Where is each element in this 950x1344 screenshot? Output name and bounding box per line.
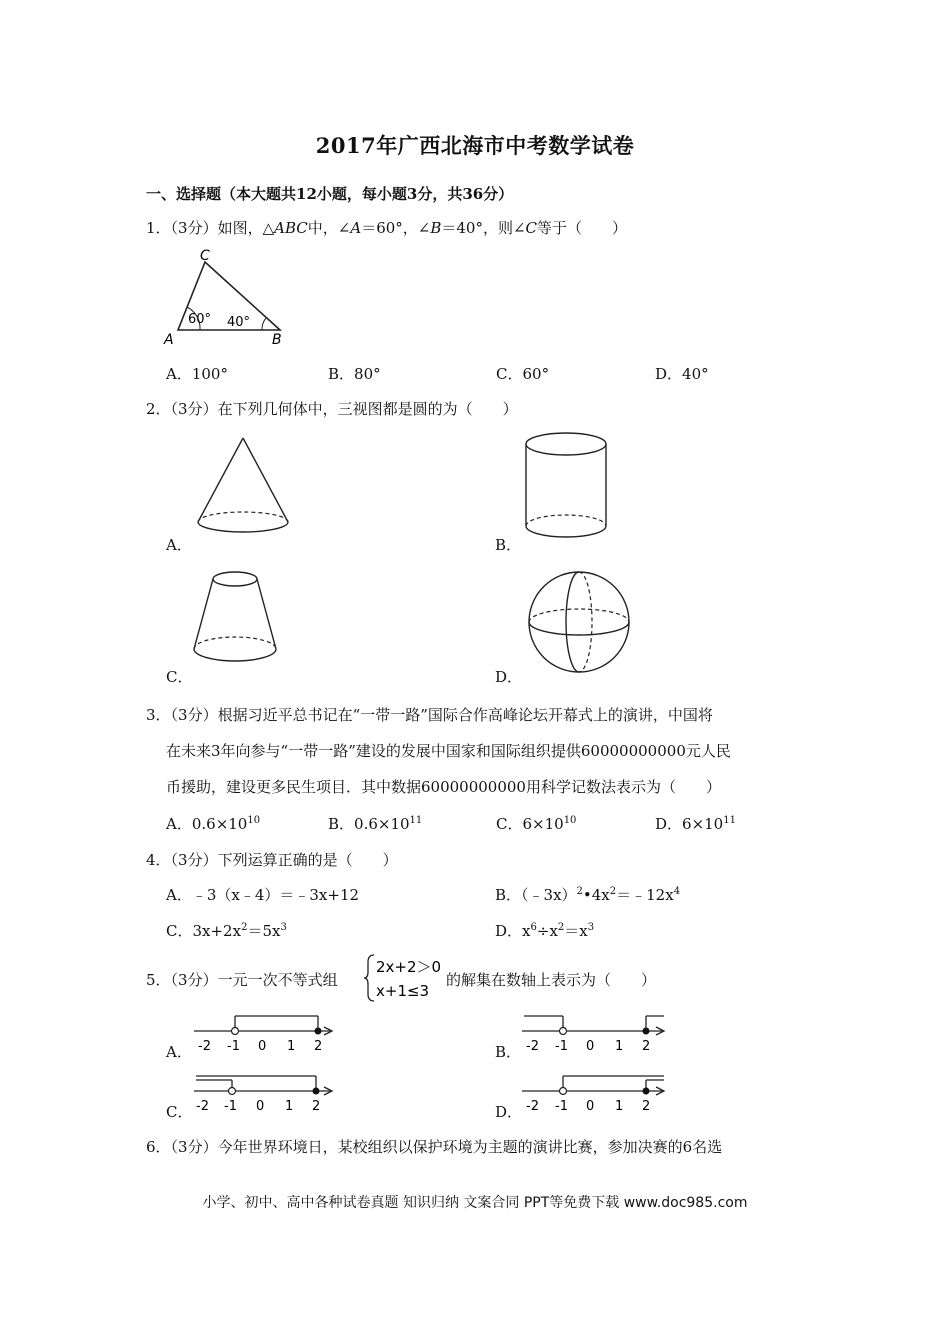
q2-option-c: C． — [166, 668, 193, 686]
angle-b-label: 40° — [227, 315, 251, 330]
q2-option-d: D． — [495, 668, 523, 686]
question-number: 1． — [146, 219, 171, 237]
q4-option-b: B．$(﹣3x)^2•4x^2=﹣12x^4$ — [495, 886, 681, 904]
q4-option-a: A．﹣3（x﹣4）＝﹣3x+12 — [166, 886, 360, 904]
question-number: 4． — [146, 851, 171, 869]
question-3-line-2: 在未来3年向参与“一带一路”建设的发展中国家和国际组织提供60000000000元人民 — [166, 742, 731, 760]
number-line-a — [190, 1012, 340, 1054]
question-number: 6． — [146, 1138, 171, 1156]
question-2: 2．（3分）在下列几何体中，三视图都是圆的为（ ） — [146, 400, 518, 418]
svg-text:1: 1 — [287, 1039, 296, 1054]
inequality-2: x+1≤3 — [376, 982, 430, 1000]
question-number: 2． — [146, 400, 171, 418]
q1-option-c: C．60° — [496, 365, 550, 383]
inequality-1: 2x+2＞0 — [376, 958, 442, 976]
triangle-figure — [160, 244, 300, 348]
question-score: （3分） — [170, 851, 218, 869]
angle-a-label: 60° — [188, 312, 212, 327]
q4-option-d: D．$x^6\div x^2=x^3$ — [495, 922, 595, 940]
question-5: 5．（3分）一元一次不等式组 — [146, 971, 338, 989]
svg-text:0: 0 — [586, 1039, 595, 1054]
svg-text:1: 1 — [615, 1099, 624, 1114]
q2-option-b: B． — [495, 536, 522, 554]
sphere-figure — [522, 568, 638, 678]
question-score: （3分） — [170, 971, 218, 989]
question-number: 5． — [146, 971, 171, 989]
q3-option-d: D．$6\times 10^{11}$ — [655, 815, 736, 833]
angle-b-arc — [262, 318, 266, 330]
question-5-tail: 的解集在数轴上表示为（ ） — [446, 971, 657, 989]
svg-text:-2: -2 — [196, 1099, 209, 1114]
vertex-c-label: C — [200, 248, 210, 264]
svg-text:-1: -1 — [555, 1039, 568, 1054]
question-score: （3分） — [170, 1138, 218, 1156]
svg-text:-1: -1 — [227, 1039, 240, 1054]
question-1: 1．（3分）如图，△ABC中，∠A＝60°，∠B＝40°，则∠C等于（ ） — [146, 219, 628, 237]
page-footer: 小学、初中、高中各种试卷真题 知识归纳 文案合同 PPT等免费下载 www.doc985.com — [202, 1195, 748, 1211]
svg-text:0: 0 — [258, 1039, 267, 1054]
q1-option-a: A．100° — [166, 365, 228, 383]
number-line-d — [518, 1072, 668, 1114]
q3-option-c: C．$6\times 10^{10}$ — [496, 815, 577, 833]
page-title: 2017年广西北海市中考数学试卷 — [315, 133, 635, 158]
q5-option-b: B． — [495, 1043, 522, 1061]
q2-option-a: A． — [166, 536, 192, 554]
q1-option-b: B．80° — [328, 365, 381, 383]
cylinder-figure — [518, 426, 618, 546]
inequality-system — [364, 952, 444, 1004]
section-heading: 一、选择题（本大题共12小题，每小题3分，共36分） — [146, 185, 514, 203]
q3-option-a: A．$0.6\times 10^{10}$ — [166, 815, 261, 833]
q5-option-d: D． — [495, 1103, 523, 1121]
svg-text:2: 2 — [312, 1099, 321, 1114]
svg-text:2: 2 — [314, 1039, 323, 1054]
question-4: 4．（3分）下列运算正确的是（ ） — [146, 851, 398, 869]
svg-text:2: 2 — [642, 1099, 651, 1114]
q5-option-c: C． — [166, 1103, 193, 1121]
question-3: 3．（3分）根据习近平总书记在“一带一路”国际合作高峰论坛开幕式上的演讲，中国将 — [146, 706, 713, 724]
frustum-figure — [186, 566, 286, 678]
svg-text:0: 0 — [256, 1099, 265, 1114]
svg-text:-1: -1 — [224, 1099, 237, 1114]
vertex-a-label: A — [164, 332, 174, 348]
q1-option-d: D．40° — [655, 365, 709, 383]
question-number: 3． — [146, 706, 171, 724]
question-score: （3分） — [170, 400, 218, 418]
svg-text:2: 2 — [642, 1039, 651, 1054]
svg-text:-2: -2 — [526, 1039, 539, 1054]
svg-text:0: 0 — [586, 1099, 595, 1114]
q3-option-b: B．$0.6\times 10^{11}$ — [328, 815, 423, 833]
svg-text:-2: -2 — [198, 1039, 211, 1054]
q4-option-c: C．$3x+2x^2=5x^3$ — [166, 922, 287, 940]
vertex-b-label: B — [272, 332, 282, 348]
number-line-b — [518, 1012, 668, 1054]
brace-icon — [364, 955, 374, 1001]
question-score: （3分） — [170, 706, 218, 724]
question-score: （3分） — [170, 219, 218, 237]
svg-text:1: 1 — [285, 1099, 294, 1114]
svg-text:1: 1 — [615, 1039, 624, 1054]
number-line-c — [190, 1072, 340, 1114]
svg-text:-1: -1 — [555, 1099, 568, 1114]
question-3-line-3: 币援助，建设更多民生项目．其中数据60000000000用科学记数法表示为（ ） — [166, 778, 721, 796]
cone-figure — [190, 432, 300, 544]
q5-option-a: A． — [166, 1043, 192, 1061]
svg-text:-2: -2 — [526, 1099, 539, 1114]
question-6: 6．（3分）今年世界环境日，某校组织以保护环境为主题的演讲比赛，参加决赛的6名选 — [146, 1138, 723, 1156]
